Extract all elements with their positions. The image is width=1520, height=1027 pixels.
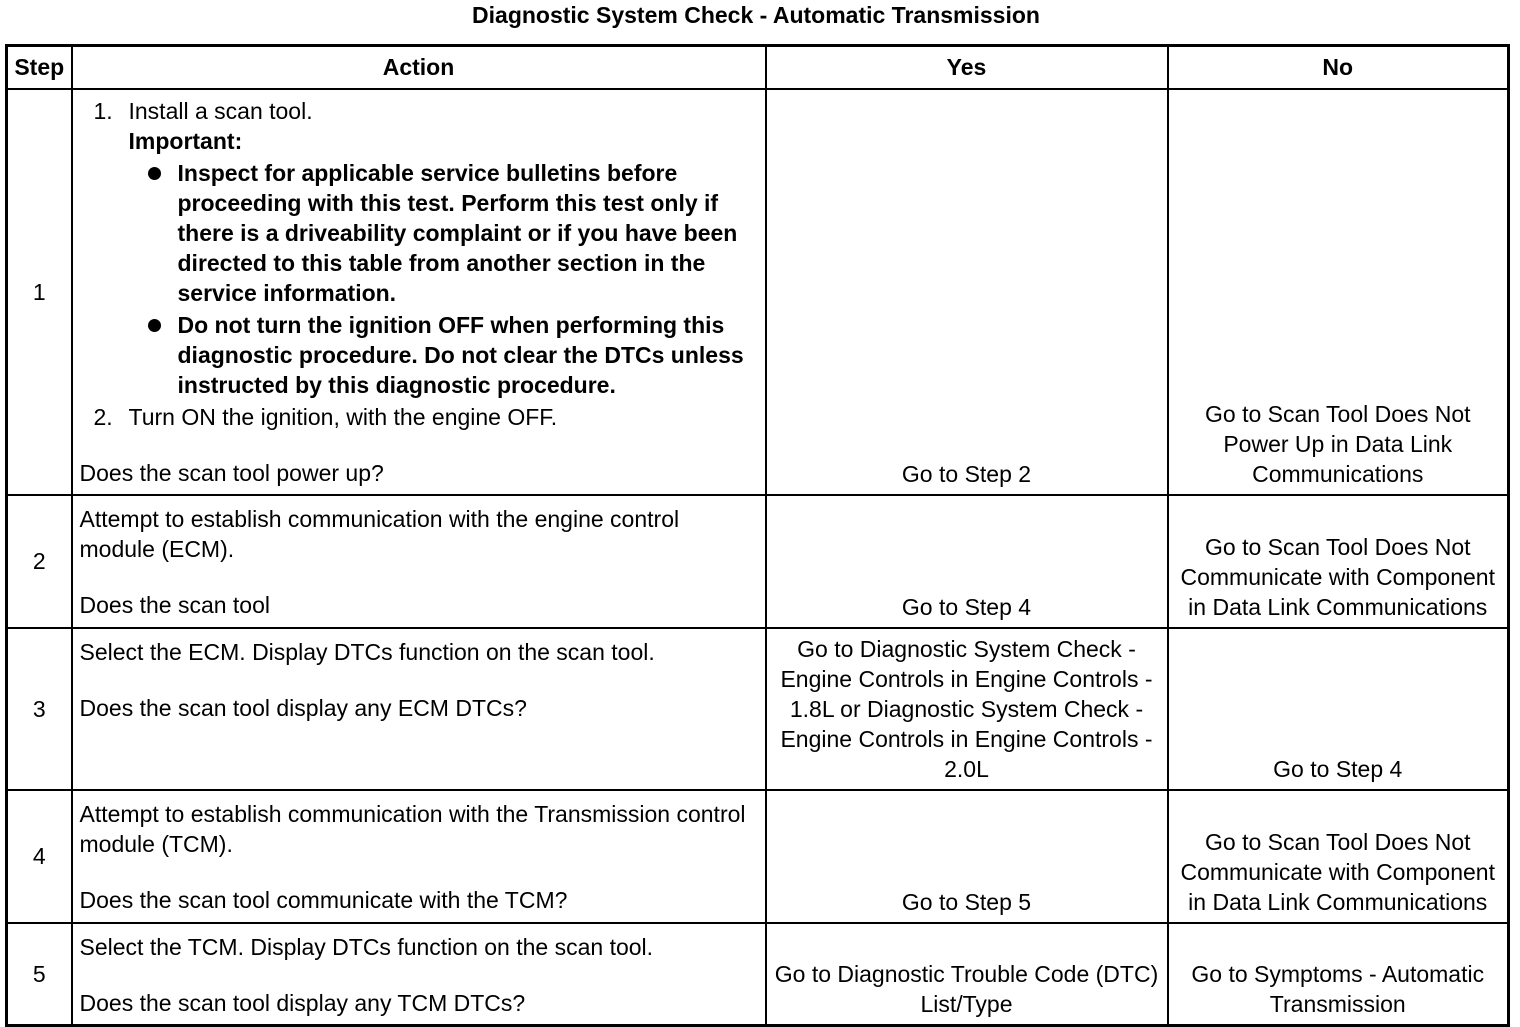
step-number: 2 — [7, 495, 72, 628]
action-cell — [72, 628, 766, 790]
step-number: 4 — [7, 790, 72, 923]
action-cell — [72, 790, 766, 923]
action-cell — [72, 495, 766, 628]
important-colon: : — [234, 128, 243, 154]
bullet-icon — [148, 319, 161, 332]
step-number: 1 — [7, 89, 72, 495]
list-item — [80, 402, 759, 432]
bullet-icon — [148, 167, 161, 180]
action-text: Attempt to establish communication with the engine control module (ECM). — [79, 506, 680, 562]
table-row — [7, 628, 1509, 790]
table-row — [7, 790, 1509, 923]
no-result: Go to Step 4 — [1168, 628, 1509, 790]
action-question: Does the scan tool display any TCM DTCs? — [79, 990, 526, 1016]
header-action: Action — [72, 46, 766, 90]
important-label: Important — [128, 128, 235, 154]
action-question: Does the scan tool communicate with the TCM? — [79, 887, 568, 913]
yes-result: Go to Step 4 — [766, 495, 1168, 628]
header-no: No — [1168, 46, 1509, 90]
no-result: Go to Scan Tool Does Not Communicate with Component in Data Link Communications — [1168, 495, 1509, 628]
action-text: Attempt to establish communication with the Transmission control module (TCM). — [79, 801, 746, 857]
no-result: Go to Scan Tool Does Not Communicate with Component in Data Link Communications — [1168, 790, 1509, 923]
yes-result: Go to Step 5 — [766, 790, 1168, 923]
action-text: Select the ECM. Display DTCs function on the scan tool. — [79, 639, 655, 665]
action-cell — [72, 89, 766, 495]
list-item-number: 2. — [93, 404, 113, 430]
action-question: Does the scan tool display any ECM DTCs? — [79, 695, 527, 721]
list-item-text: Install a scan tool. — [128, 98, 313, 124]
bullet-text: Do not turn the ignition OFF when performing this diagnostic procedure. Do not clear the DTCs unless instructed by this diagnostic procedure. — [177, 312, 744, 398]
action-question: Does the scan tool power up? — [79, 460, 384, 486]
table-row — [7, 89, 1509, 495]
yes-result: Go to Diagnostic System Check - Engine Controls in Engine Controls - 1.8L or Diagnostic System Check - Engine Controls in Engine Controls - 2.0L — [766, 628, 1168, 790]
no-result: Go to Symptoms - Automatic Transmission — [1168, 923, 1509, 1026]
step-number: 5 — [7, 923, 72, 1026]
list-item — [80, 96, 759, 126]
important-bullets — [80, 158, 759, 400]
header-row — [7, 46, 1509, 90]
bullet-text: Inspect for applicable service bulletins before proceeding with this test. Perform this test only if there is a driveability complaint or if you have been directed to this table from another section in the service information. — [177, 160, 738, 306]
page-title: Diagnostic System Check - Automatic Transmission — [472, 2, 1040, 28]
table-row — [7, 923, 1509, 1026]
action-cell — [72, 923, 766, 1026]
bullet-item — [80, 310, 759, 400]
diagnostic-table — [5, 44, 1510, 1027]
action-question: Does the scan tool — [79, 592, 271, 618]
table-row — [7, 495, 1509, 628]
header-yes: Yes — [766, 46, 1168, 90]
yes-result: Go to Diagnostic Trouble Code (DTC) List/Type — [766, 923, 1168, 1026]
action-text: Select the TCM. Display DTCs function on the scan tool. — [79, 934, 654, 960]
list-item-number: 1. — [93, 98, 113, 124]
bullet-item — [80, 158, 759, 308]
list-item-text: Turn ON the ignition, with the engine OFF. — [128, 404, 558, 430]
step-number: 3 — [7, 628, 72, 790]
important-note — [80, 126, 759, 156]
yes-result: Go to Step 2 — [766, 89, 1168, 495]
no-result: Go to Scan Tool Does Not Power Up in Data Link Communications — [1168, 89, 1509, 495]
header-step: Step — [7, 46, 72, 90]
